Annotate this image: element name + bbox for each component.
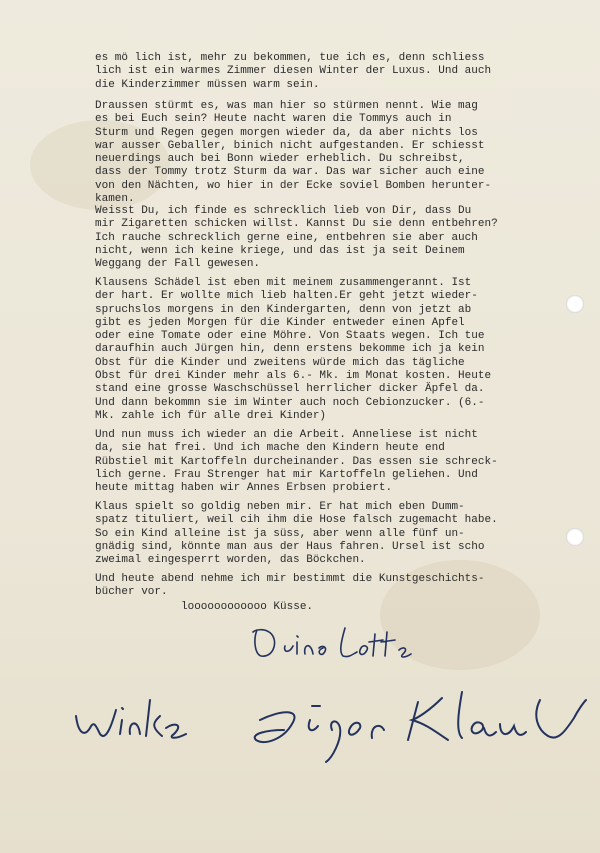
text-line: Draussen stürmt es, was man hier so stürmen nennt. Wie mag xyxy=(95,100,478,112)
text-line: daraufhin auch Jürgen hin, denn erstens bekomme ich ja kein xyxy=(95,343,485,356)
closing-line: loooooooooooo Küsse. xyxy=(181,601,314,613)
paragraph-4 xyxy=(95,277,565,423)
paragraph-5 xyxy=(95,429,565,495)
text-line: spatz tituliert, weil cih ihm die Hose falsch zugemacht habe. xyxy=(95,514,498,527)
text-line: Obst für die Kinder und zweitens würde mich das tägliche xyxy=(95,356,465,369)
text-line: Und dann bekommn sie im Winter auch noch Cebionzucker. (6.- xyxy=(95,396,485,409)
text-line: Ich rauche schrecklich gerne eine, entbehren sie aber auch xyxy=(95,231,478,244)
text-line: gnädig sind, könnte man aus der Haus fahren. Ursel ist scho xyxy=(95,540,485,553)
text-line: mir Zigaretten schicken willst. Kannst Du sie denn entbehren? xyxy=(95,218,498,231)
text-line: spruchslos morgens in den Kindergarten, denn von jetzt ab xyxy=(95,303,472,316)
text-line: die Kinderzimmer müssen warm sein. xyxy=(95,78,320,91)
text-line: von den Nächten, wo hier in der Ecke soviel Bomben herunter- xyxy=(95,179,492,192)
punch-hole xyxy=(566,295,584,313)
text-line: heute mittag haben wir Annes Erbsen probiert. xyxy=(95,482,393,495)
text-line: es mö lich ist, mehr zu bekommen, tue ich es, denn schliess xyxy=(95,52,485,64)
text-line: lich gerne. Frau Strenger hat mir Kartoffeln geliehen. Und xyxy=(95,468,478,481)
text-line: der hart. Er wollte mich lieb halten.Er geht jetzt wieder- xyxy=(95,290,478,303)
text-line: dass der Tommy trotz Sturm da war. Das war sicher auch eine xyxy=(95,166,485,179)
text-line: neuerdings auch bei Bonn wieder erheblich. Du schreibst, xyxy=(95,153,465,166)
text-line: da, sie hat frei. Und ich mache den Kindern heute end xyxy=(95,442,445,455)
signature-lotte xyxy=(245,618,415,668)
text-line: nicht, wenn ich keine kriege, und das ist ja seit Deinem xyxy=(95,244,465,257)
text-line: Weggang der Fall gewesen. xyxy=(95,258,261,271)
text-line: bücher vor. xyxy=(95,586,168,599)
text-line: lich ist ein warmes Zimmer diesen Winter der Luxus. Und auch xyxy=(95,65,492,78)
text-line: oder eine Tomate oder eine Möhre. Von Staats wegen. Ich tue xyxy=(95,330,485,343)
text-line: Und heute abend nehme ich mir bestimmt die Kunstgeschichts- xyxy=(95,573,485,585)
text-line: Rübstiel mit Kartoffeln durcheinander. Das essen sie schreck- xyxy=(95,455,498,468)
text-line: Obst für drei Kinder mehr als 6.- Mk. im Monat kosten. Heute xyxy=(95,370,492,383)
paragraph-1 xyxy=(95,52,565,92)
text-line: war ausser Geballer, binich nicht aufgestanden. Er schiesst xyxy=(95,139,485,152)
text-line: So ein Kind alleine ist ja süss, aber wenn alle fünf un- xyxy=(95,527,465,540)
text-line: kamen. xyxy=(95,193,135,206)
text-line: stand eine grosse Waschschüssel herrlicher dicker Äpfel da. xyxy=(95,383,485,396)
text-line: Und nun muss ich wieder an die Arbeit. Anneliese ist nicht xyxy=(95,429,478,441)
text-line: es bei Euch sein? Heute nacht waren die Tommys auch in xyxy=(95,113,452,126)
punch-hole xyxy=(566,528,584,546)
paragraph-2 xyxy=(95,100,565,206)
paragraph-3 xyxy=(95,205,565,271)
text-line: Sturm und Regen gegen morgen wieder da, da aber nichts los xyxy=(95,126,478,139)
text-line: Mk. zahle ich für alle drei Kinder) xyxy=(95,409,327,422)
signature-children xyxy=(70,680,590,770)
text-line: Klausens Schädel ist eben mit meinem zusammengerannt. Ist xyxy=(95,277,472,289)
text-line: Klaus spielt so goldig neben mir. Er hat mich eben Dumm- xyxy=(95,501,465,513)
text-line: Weisst Du, ich finde es schrecklich lieb von Dir, dass Du xyxy=(95,205,472,217)
text-line: zweimal eingesperrt worden, das Böckchen. xyxy=(95,554,366,567)
paragraph-6 xyxy=(95,501,565,567)
paragraph-7 xyxy=(95,573,565,600)
text-line: gibt es jeden Morgen für die Kinder entweder einen Apfel xyxy=(95,316,465,329)
